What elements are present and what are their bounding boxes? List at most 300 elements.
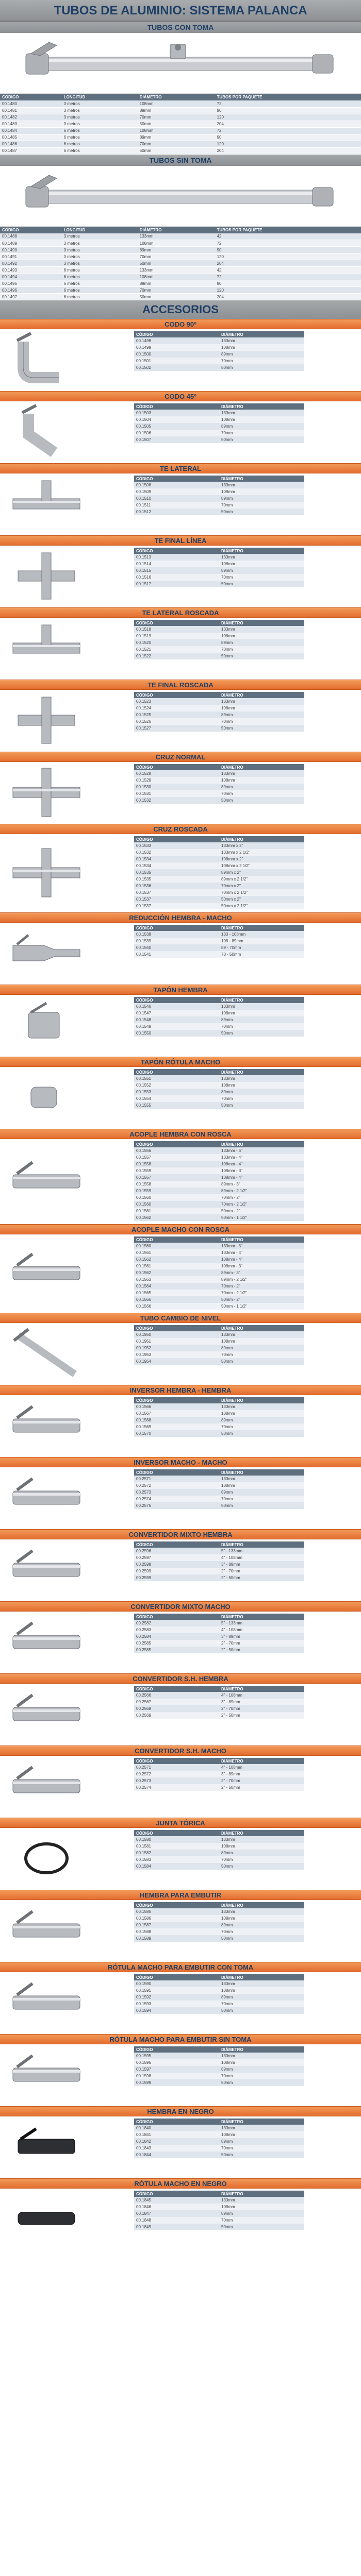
table-cell: 50mm bbox=[219, 509, 304, 515]
tee-final-icon bbox=[8, 548, 85, 604]
table-cell: 00.1540 bbox=[134, 944, 219, 951]
table-cell: 108 - 89mm bbox=[219, 938, 304, 944]
table-cell: 108mm bbox=[219, 488, 304, 495]
table-cell: 70mm bbox=[138, 287, 215, 294]
table-cell: 90 bbox=[215, 280, 361, 287]
table-row bbox=[134, 1095, 304, 1102]
table-cell: 00.1595 bbox=[134, 2053, 219, 2059]
table-row bbox=[134, 903, 304, 909]
accessory-title: TAPÓN RÓTULA MACHO bbox=[0, 1057, 361, 1067]
table-cell: 70mm x 2 1/2" bbox=[219, 889, 304, 896]
column-header: DIÁMETRO bbox=[219, 1325, 304, 1331]
table-cell: 00.1566 bbox=[134, 1303, 219, 1310]
table-row bbox=[134, 1417, 304, 1423]
table-row bbox=[134, 876, 304, 883]
accessory-table bbox=[134, 2119, 304, 2158]
elbow-45-icon bbox=[8, 403, 85, 460]
table-cell: 50mm bbox=[138, 260, 215, 267]
coupler-female-threaded-icon bbox=[8, 1153, 85, 1210]
table-row bbox=[134, 1633, 304, 1640]
table-cell: 00.1497 bbox=[0, 294, 62, 300]
table-cell: 70mm bbox=[219, 502, 304, 509]
table-row bbox=[134, 1030, 304, 1037]
table-cell: 00.1510 bbox=[134, 495, 219, 502]
accessory-block bbox=[0, 995, 361, 1057]
table-cell: 00.1490 bbox=[0, 247, 62, 253]
table-row bbox=[134, 1620, 304, 1626]
column-header: DIÁMETRO bbox=[219, 1686, 304, 1692]
table-row bbox=[134, 896, 304, 903]
table-row bbox=[134, 1208, 304, 1214]
table-cell: 00.1534 bbox=[134, 862, 219, 869]
table-row bbox=[134, 1188, 304, 1194]
column-header: CÓDIGO bbox=[134, 692, 219, 698]
table-cell: 50mm bbox=[138, 147, 215, 154]
table-cell: 70mm bbox=[219, 430, 304, 436]
table-cell: 3 metros bbox=[62, 114, 138, 121]
o-ring-icon bbox=[8, 1830, 85, 1887]
table-row bbox=[134, 1345, 304, 1351]
table-cell: 00.1529 bbox=[134, 777, 219, 784]
table-cell: 89mm bbox=[219, 1016, 304, 1023]
table-row bbox=[134, 1147, 304, 1154]
table-cell: 00.2571 bbox=[134, 1476, 219, 1482]
table-row bbox=[134, 2210, 304, 2217]
table-cell: 108mm bbox=[219, 1843, 304, 1850]
table-cell: 00.2573 bbox=[134, 1489, 219, 1496]
table-cell: 00.1846 bbox=[134, 2204, 219, 2210]
accessory-table bbox=[134, 1397, 304, 1437]
accessory-title: INVERSOR HEMBRA - HEMBRA bbox=[0, 1385, 361, 1395]
table-cell: 00.1514 bbox=[134, 561, 219, 567]
column-header: CÓDIGO bbox=[134, 2191, 219, 2197]
level-change-pipe-icon bbox=[8, 1325, 85, 1382]
table-row bbox=[0, 141, 361, 147]
table-cell: 00.1486 bbox=[0, 141, 62, 147]
table-row bbox=[134, 482, 304, 488]
table-cell: 00.1489 bbox=[0, 240, 62, 247]
table-row bbox=[0, 233, 361, 240]
table-row bbox=[134, 1161, 304, 1167]
table-row bbox=[134, 1089, 304, 1095]
table-row bbox=[134, 1003, 304, 1010]
converter-mixed-female-icon bbox=[8, 1541, 85, 1598]
table-cell: 00.2583 bbox=[134, 1626, 219, 1633]
table-cell: 133mm bbox=[219, 1908, 304, 1915]
table-cell: 00.1567 bbox=[134, 1410, 219, 1417]
table-cell: 89mm bbox=[219, 567, 304, 574]
table-row bbox=[0, 114, 361, 121]
table-cell: 89mm bbox=[138, 280, 215, 287]
table-cell: 4" - 108mm bbox=[219, 1626, 304, 1633]
table-cell: 108mm bbox=[219, 1987, 304, 1994]
accessory-table bbox=[134, 1830, 304, 1870]
table-cell: 00.1483 bbox=[0, 121, 62, 127]
column-header: DIÁMETRO bbox=[219, 2046, 304, 2053]
table-cell: 00.1546 bbox=[134, 1003, 219, 1010]
table-cell: 00.2582 bbox=[134, 1620, 219, 1626]
table-row bbox=[0, 147, 361, 154]
table-cell: 50mm bbox=[219, 436, 304, 443]
table-cell: 2" - 50mm bbox=[219, 1574, 304, 1581]
table-row bbox=[134, 1928, 304, 1935]
accessory-table bbox=[134, 548, 304, 587]
table-cell: 6 metros bbox=[62, 267, 138, 274]
table-cell: 89mm - 3" bbox=[219, 1269, 304, 1276]
table-cell: 00.1569 bbox=[134, 1423, 219, 1430]
table-cell: 00.1503 bbox=[134, 410, 219, 416]
table-cell: 120 bbox=[215, 287, 361, 294]
table-row bbox=[134, 869, 304, 876]
table-row bbox=[134, 430, 304, 436]
table-cell: 89 - 70mm bbox=[219, 944, 304, 951]
table-cell: 00.1498 bbox=[134, 337, 219, 344]
table-cell: 00.1561 bbox=[134, 1249, 219, 1256]
table-cell: 72 bbox=[215, 240, 361, 247]
table-cell: 00.1564 bbox=[134, 1283, 219, 1290]
table-row bbox=[134, 1283, 304, 1290]
accessory-table bbox=[134, 1325, 304, 1365]
accessory-title: CODO 90º bbox=[0, 319, 361, 329]
table-row bbox=[0, 280, 361, 287]
table-cell: 89mm bbox=[219, 639, 304, 646]
table-row bbox=[134, 2066, 304, 2073]
table-cell: 89mm bbox=[219, 351, 304, 358]
table-cell: 00.1533 bbox=[134, 842, 219, 849]
table-row bbox=[0, 247, 361, 253]
table-cell: 133mm bbox=[219, 1331, 304, 1338]
table-cell: 108mm bbox=[219, 1915, 304, 1922]
accessory-table bbox=[134, 1614, 304, 1653]
column-header: DIÁMETRO bbox=[219, 997, 304, 1003]
table-cell: 00.1539 bbox=[134, 938, 219, 944]
table-cell: 00.1537 bbox=[134, 889, 219, 896]
section-banner-sin-toma: TUBOS SIN TOMA bbox=[0, 155, 361, 166]
table-cell: 00.2568 bbox=[134, 1705, 219, 1712]
table-cell: 00.1526 bbox=[134, 718, 219, 725]
table-cell: 133mm bbox=[219, 410, 304, 416]
table-cell: 90 bbox=[215, 134, 361, 141]
table-cell: 108mm - 3" bbox=[219, 1263, 304, 1269]
table-row bbox=[134, 705, 304, 711]
con-toma-table bbox=[0, 94, 361, 155]
table-cell: 00.1548 bbox=[134, 1016, 219, 1023]
column-header: DIÁMETRO bbox=[219, 620, 304, 626]
table-cell: 108mm bbox=[219, 561, 304, 567]
accessory-block bbox=[0, 1234, 361, 1313]
accessory-table bbox=[134, 620, 304, 659]
tee-final-threaded-icon bbox=[8, 692, 85, 749]
column-header: DIÁMETRO bbox=[219, 2191, 304, 2197]
accessory-photo bbox=[0, 2191, 93, 2247]
table-cell: 6 metros bbox=[62, 280, 138, 287]
column-header: CÓDIGO bbox=[134, 1614, 219, 1620]
accessory-photo bbox=[0, 997, 93, 1054]
table-row bbox=[134, 1987, 304, 1994]
column-header: CÓDIGO bbox=[134, 1541, 219, 1548]
column-header: DIÁMETRO bbox=[219, 692, 304, 698]
table-cell: 50mm bbox=[219, 1102, 304, 1109]
table-cell: 00.2574 bbox=[134, 1496, 219, 1502]
table-cell: 00.1561 bbox=[134, 1208, 219, 1214]
converter-sh-male-icon bbox=[8, 1758, 85, 1815]
table-row bbox=[134, 849, 304, 856]
tee-lateral-threaded-icon bbox=[8, 620, 85, 676]
reducer-icon bbox=[8, 925, 85, 981]
sin-toma-table bbox=[0, 227, 361, 301]
table-cell: 3 metros bbox=[62, 260, 138, 267]
table-cell: 133mm bbox=[219, 337, 304, 344]
column-header: DIÁMETRO bbox=[219, 331, 304, 337]
table-cell: 3 metros bbox=[62, 233, 138, 240]
table-cell: 50mm bbox=[219, 725, 304, 732]
table-cell: 50mm bbox=[219, 2079, 304, 2086]
table-cell: 133mm bbox=[219, 1836, 304, 1843]
table-row bbox=[134, 1338, 304, 1345]
accessory-block bbox=[0, 1323, 361, 1385]
table-cell: 00.1565 bbox=[134, 1290, 219, 1296]
table-cell: 108mm bbox=[219, 416, 304, 423]
table-row bbox=[134, 1403, 304, 1410]
accessory-table bbox=[134, 403, 304, 443]
column-header: DIÁMETRO bbox=[219, 1974, 304, 1980]
table-row bbox=[134, 889, 304, 896]
table-cell: 00.1566 bbox=[134, 1403, 219, 1410]
table-row bbox=[134, 2131, 304, 2138]
table-cell: 133mm bbox=[219, 698, 304, 705]
accessory-title: TE FINAL ROSCADA bbox=[0, 680, 361, 690]
table-row bbox=[134, 1010, 304, 1016]
inverter-female-icon bbox=[8, 1397, 85, 1454]
column-header: CÓDIGO bbox=[134, 548, 219, 554]
table-row bbox=[134, 646, 304, 653]
table-cell: 00.1537 bbox=[134, 896, 219, 903]
table-cell: 00.1527 bbox=[134, 725, 219, 732]
table-cell: 108mm bbox=[219, 1410, 304, 1417]
table-row bbox=[134, 554, 304, 561]
table-cell: 00.1538 bbox=[134, 931, 219, 938]
table-cell: 00.1522 bbox=[134, 653, 219, 659]
accessory-photo bbox=[0, 1614, 93, 1670]
table-cell: 70mm bbox=[219, 1095, 304, 1102]
table-cell: 204 bbox=[215, 260, 361, 267]
table-cell: 50mm - 1 1/2" bbox=[219, 1303, 304, 1310]
table-cell: 133mm bbox=[219, 1476, 304, 1482]
accessory-title: CONVERTIDOR MIXTO MACHO bbox=[0, 1601, 361, 1612]
table-cell: 70mm bbox=[219, 790, 304, 797]
table-row bbox=[134, 1016, 304, 1023]
table-row bbox=[134, 1102, 304, 1109]
table-cell: 70mm bbox=[219, 718, 304, 725]
table-cell: 00.1519 bbox=[134, 633, 219, 639]
table-cell: 50mm bbox=[219, 2007, 304, 2014]
table-cell: 00.1513 bbox=[134, 554, 219, 561]
accessory-photo bbox=[0, 2046, 93, 2103]
accessory-block bbox=[0, 1067, 361, 1129]
table-cell: 3 metros bbox=[62, 100, 138, 107]
column-header: DIÁMETRO bbox=[219, 1902, 304, 1908]
table-cell: 00.1518 bbox=[134, 626, 219, 633]
table-cell: 108mm bbox=[219, 344, 304, 351]
table-cell: 133mm bbox=[219, 2053, 304, 2059]
elbow-90-icon bbox=[8, 331, 85, 388]
table-cell: 72 bbox=[215, 100, 361, 107]
table-row bbox=[134, 639, 304, 646]
table-cell: 00.1586 bbox=[134, 1915, 219, 1922]
table-cell: 6 metros bbox=[62, 141, 138, 147]
column-header: CÓDIGO bbox=[134, 764, 219, 770]
table-cell: 89mm bbox=[219, 2138, 304, 2145]
table-cell: 3 metros bbox=[62, 253, 138, 260]
table-row bbox=[0, 240, 361, 247]
pipe-with-outlet-photo bbox=[0, 33, 361, 94]
table-cell: 89mm bbox=[219, 1417, 304, 1423]
table-cell: 89mm bbox=[219, 1994, 304, 2001]
accessory-table bbox=[134, 1469, 304, 1509]
column-header: CÓDIGO bbox=[134, 620, 219, 626]
accessory-title: HEMBRA PARA EMBUTIR bbox=[0, 1890, 361, 1900]
table-cell: 108mm - 3" bbox=[219, 1167, 304, 1174]
table-cell: 108mm bbox=[138, 127, 215, 134]
table-cell: 00.1553 bbox=[134, 1089, 219, 1095]
table-cell: 00.1591 bbox=[134, 1987, 219, 1994]
table-cell: 00.1562 bbox=[134, 1269, 219, 1276]
table-row bbox=[134, 1554, 304, 1561]
table-cell: 89mm bbox=[138, 107, 215, 114]
table-cell: 50mm bbox=[219, 1430, 304, 1437]
accessory-photo bbox=[0, 925, 93, 981]
table-row bbox=[134, 2217, 304, 2224]
table-row bbox=[0, 253, 361, 260]
table-cell: 00.1562 bbox=[134, 1256, 219, 1263]
table-cell: 133mm - 4" bbox=[219, 1154, 304, 1161]
table-cell: 108mm bbox=[219, 705, 304, 711]
table-row bbox=[134, 1303, 304, 1310]
table-row bbox=[0, 134, 361, 141]
table-cell: 00.2599 bbox=[134, 1568, 219, 1574]
table-row bbox=[134, 1256, 304, 1263]
accessory-table bbox=[134, 764, 304, 804]
table-cell: 204 bbox=[215, 294, 361, 300]
table-cell: 2" - 50mm bbox=[219, 1647, 304, 1653]
table-row bbox=[134, 725, 304, 732]
table-cell: 133mm bbox=[219, 1403, 304, 1410]
cap-male-icon bbox=[8, 1069, 85, 1126]
table-cell: 50mm bbox=[219, 1358, 304, 1365]
column-header: CÓDIGO bbox=[134, 331, 219, 337]
table-row bbox=[134, 358, 304, 364]
table-cell: 00.1584 bbox=[134, 1863, 219, 1870]
accessory-title: TAPÓN HEMBRA bbox=[0, 985, 361, 995]
column-header: CÓDIGO bbox=[134, 1830, 219, 1836]
column-header: CÓDIGO bbox=[134, 2119, 219, 2125]
accessory-photo bbox=[0, 1541, 93, 1598]
male-swivel-insert-outlet-icon bbox=[8, 1974, 85, 2031]
table-cell: 70mm bbox=[219, 2217, 304, 2224]
table-row bbox=[134, 423, 304, 430]
table-cell: 89mm bbox=[219, 784, 304, 790]
table-cell: 00.1599 bbox=[134, 2079, 219, 2086]
table-row bbox=[134, 561, 304, 567]
accessory-block bbox=[0, 329, 361, 391]
cross-icon bbox=[8, 764, 85, 821]
table-cell: 00.2572 bbox=[134, 1771, 219, 1777]
table-cell: 00.1504 bbox=[134, 416, 219, 423]
table-cell: 00.1484 bbox=[0, 127, 62, 134]
table-cell: 70mm - 2 1/2" bbox=[219, 1290, 304, 1296]
table-cell: 50mm - 2" bbox=[219, 1296, 304, 1303]
table-row bbox=[134, 1082, 304, 1089]
column-header: CÓDIGO bbox=[134, 925, 219, 931]
table-cell: 89mm bbox=[138, 134, 215, 141]
table-cell: 00.1849 bbox=[134, 2224, 219, 2230]
pipe-without-outlet-photo bbox=[0, 166, 361, 227]
table-cell: 42 bbox=[215, 267, 361, 274]
table-cell: 00.1585 bbox=[134, 1908, 219, 1915]
accessory-title: CRUZ NORMAL bbox=[0, 752, 361, 762]
table-row bbox=[134, 842, 304, 849]
table-cell: 50mm bbox=[219, 364, 304, 371]
table-cell: 70mm bbox=[219, 646, 304, 653]
table-cell: 00.2585 bbox=[134, 1640, 219, 1647]
table-cell: 00.1561 bbox=[134, 1263, 219, 1269]
table-cell: 00.1842 bbox=[134, 2138, 219, 2145]
accessory-title: ACOPLE MACHO CON ROSCA bbox=[0, 1224, 361, 1234]
female-black-icon bbox=[8, 2119, 85, 2175]
accessory-block bbox=[0, 1756, 361, 1818]
table-row bbox=[134, 1075, 304, 1082]
converter-sh-female-icon bbox=[8, 1686, 85, 1742]
table-row bbox=[134, 2224, 304, 2230]
table-row bbox=[134, 2145, 304, 2151]
table-row bbox=[134, 416, 304, 423]
table-row bbox=[134, 1358, 304, 1365]
table-cell: 204 bbox=[215, 121, 361, 127]
column-header: DIÁMETRO bbox=[219, 764, 304, 770]
table-row bbox=[134, 931, 304, 938]
table-cell: 70mm bbox=[219, 1496, 304, 1502]
female-insert-icon bbox=[8, 1902, 85, 1959]
table-row bbox=[134, 1568, 304, 1574]
table-row bbox=[134, 1712, 304, 1719]
table-cell: 00.1532 bbox=[134, 797, 219, 804]
table-cell: 4" - 108mm bbox=[219, 1764, 304, 1771]
table-cell: 00.2572 bbox=[134, 1482, 219, 1489]
table-cell: 00.1583 bbox=[134, 1856, 219, 1863]
table-cell: 42 bbox=[215, 233, 361, 240]
table-cell: 00.1515 bbox=[134, 567, 219, 574]
column-header: DIÁMETRO bbox=[138, 227, 215, 233]
table-cell: 00.1568 bbox=[134, 1417, 219, 1423]
table-row bbox=[0, 294, 361, 300]
accessory-block bbox=[0, 1139, 361, 1224]
accessory-title: HEMBRA EN NEGRO bbox=[0, 2106, 361, 2116]
table-row bbox=[134, 1994, 304, 2001]
table-cell: 00.1560 bbox=[134, 1194, 219, 1201]
table-cell: 00.1532 bbox=[134, 849, 219, 856]
table-cell: 133mm bbox=[219, 626, 304, 633]
table-row bbox=[134, 1850, 304, 1856]
accessory-block bbox=[0, 690, 361, 752]
table-cell: 108mm bbox=[219, 633, 304, 639]
table-cell: 70mm x 2" bbox=[219, 883, 304, 889]
table-cell: 00.2574 bbox=[134, 1784, 219, 1791]
table-cell: 89mm bbox=[138, 247, 215, 253]
table-cell: 3" - 89mm bbox=[219, 1633, 304, 1640]
table-cell: 70mm bbox=[138, 253, 215, 260]
table-cell: 00.1566 bbox=[134, 1296, 219, 1303]
table-row bbox=[134, 711, 304, 718]
